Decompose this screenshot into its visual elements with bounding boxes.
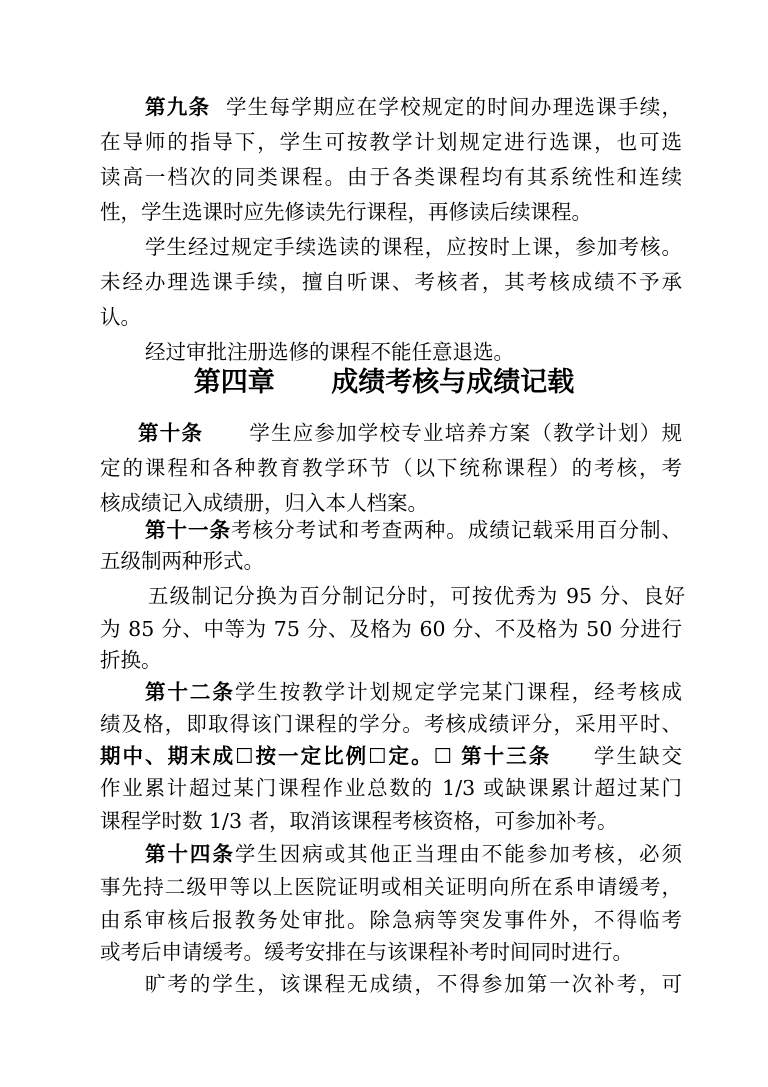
article-11-first-line — [145, 515, 682, 545]
article-11-para2-line: 为 85 分、中等为 75 分、及格为 60 分、不及格为 50 分进行 — [100, 617, 682, 641]
article-14-line: 由系审核后报教务处审批。除急病等突发事件外，不得临考 — [100, 908, 682, 932]
article-9-first-line — [145, 92, 682, 122]
article-11-line: 五级制两种形式。 — [100, 549, 264, 573]
article-12-label: 第十二条 — [145, 680, 235, 704]
article-10-first-line — [138, 418, 682, 448]
chapter-title: 成绩考核与成绩记载 — [331, 367, 575, 398]
article-13-line: 作业累计超过某门课程作业总数的 1/3 或缺课累计超过某门 — [100, 776, 682, 800]
article-11-para2-line: 五级制记分换为百分制记分时，可按优秀为 95 分、良好 — [148, 584, 685, 608]
article-12-text: 学生按教学计划规定学完某门课程，经考核成 — [234, 680, 683, 704]
article-14-first-line — [145, 839, 682, 869]
article-12-first-line — [145, 677, 682, 707]
chapter-heading — [0, 365, 768, 401]
article-9-line: 读高一档次的同类课程。由于各类课程均有其系统性和连续 — [100, 165, 682, 189]
article-9-para2-line: 认。 — [100, 305, 141, 329]
article-11-para2-line: 折换。 — [100, 648, 162, 672]
chapter-number: 第四章 — [193, 367, 275, 398]
article-14-para2: 旷考的学生，该课程无成绩，不得参加第一次补考，可 — [145, 972, 682, 996]
article-9-line: 性，学生选课时应先修读先行课程，再修读后续课程。 — [100, 200, 592, 224]
article-10-label: 第十条 — [138, 421, 204, 445]
article-12-mixed-line — [100, 741, 682, 771]
article-12-line: 绩及格，即取得该门课程的学分。考核成绩评分，采用平时、 — [100, 712, 682, 736]
article-9-para2-line: 未经办理选课手续，擅自听课、考核者，其考核成绩不予承 — [100, 270, 682, 294]
article-13-line: 课程学时数 1/3 者，取消该课程考核资格，可参加补考。 — [100, 809, 618, 833]
article-11-label: 第十一条 — [145, 518, 232, 542]
article-10-line: 核成绩记入成绩册，归入本人档案。 — [100, 491, 428, 515]
article-10-text: 学生应参加学校专业培养方案（教学计划）规 — [249, 421, 683, 445]
article-14-line: 或考后申请缓考。缓考安排在与该课程补考时间同时进行。 — [100, 940, 633, 964]
article-14-text: 学生因病或其他正当理由不能参加考核，必须 — [234, 842, 683, 866]
article-10-line: 定的课程和各种教育教学环节（以下统称课程）的考核，考 — [100, 456, 682, 480]
article-9-para3: 经过审批注册选修的课程不能任意退选。 — [145, 340, 514, 364]
article-9-para2-line: 学生经过规定手续选读的课程，应按时上课，参加考核。 — [145, 235, 682, 259]
article-9-label: 第九条 — [145, 95, 211, 119]
article-9-line: 在导师的指导下，学生可按教学计划规定进行选课，也可选 — [100, 130, 682, 154]
article-12-bold-text: 期中、期末成☐按一定比例☐定。☐ 第十三条 — [100, 744, 552, 768]
article-9-text: 学生每学期应在学校规定的时间办理选课手续， — [225, 95, 682, 119]
article-11-text: 考核分考试和考查两种。成绩记载采用百分制、 — [231, 518, 683, 542]
article-14-line: 事先持二级甲等以上医院证明或相关证明向所在系申请缓考， — [100, 875, 682, 899]
article-14-label: 第十四条 — [145, 842, 235, 866]
article-13-start-text: 学生缺交 — [593, 744, 682, 768]
